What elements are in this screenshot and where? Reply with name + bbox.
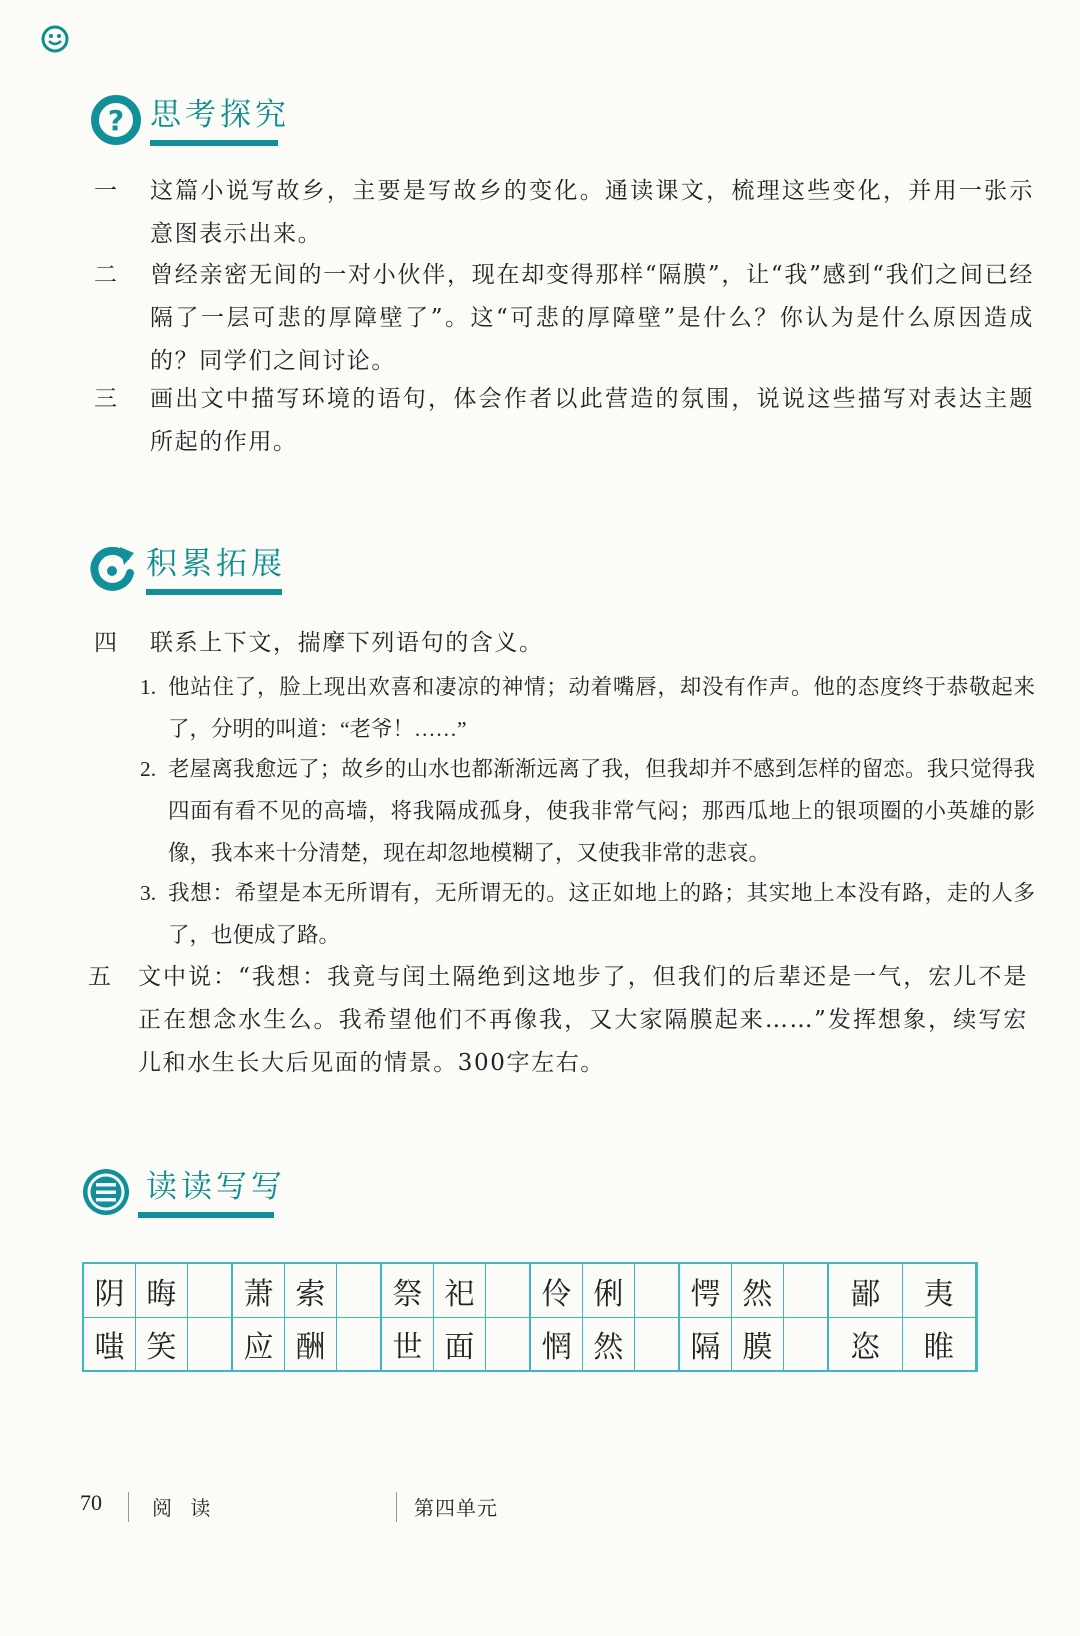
char-cell: 然 — [583, 1317, 635, 1370]
page-number: 70 — [80, 1490, 102, 1515]
char-cell: 愕 — [680, 1264, 732, 1317]
question-text: 文中说：“我想：我竟与闰土隔绝到这地步了，但我们的后辈还是一气，宏儿不是正在想念水生么。我希望他们不再像我，又大家隔膜起来……”发挥想象，续写宏儿和水生长大后见面的情景。300字左右。 — [138, 964, 1028, 1076]
char-cell: 面 — [434, 1317, 486, 1370]
question-number: 四 — [94, 630, 117, 656]
title-underline — [146, 589, 282, 595]
char-cell: 酬 — [285, 1317, 337, 1370]
question-number: 三 — [94, 386, 117, 412]
sub-item-text: 我想：希望是本无所谓有，无所谓无的。这正如地上的路；其实地上本没有路，走的人多了，也便成了路。 — [168, 881, 1035, 947]
sub-item-1 — [140, 666, 1035, 750]
question-number: 一 — [94, 178, 117, 204]
footer-unit: 第四单元 — [414, 1496, 498, 1520]
char-cell: 俐 — [583, 1264, 635, 1317]
word-pair — [233, 1264, 382, 1370]
word-pair — [382, 1264, 531, 1370]
char-cell: 隔 — [680, 1317, 732, 1370]
char-cell: 萧 — [233, 1264, 285, 1317]
sub-item-number: 2. — [140, 757, 157, 781]
word-pair — [829, 1264, 976, 1370]
sub-item-text: 老屋离我愈远了；故乡的山水也都渐渐远离了我，但我却并不感到怎样的留恋。我只觉得我四面有看不见的高墙，将我隔成孤身，使我非常气闷；那西瓜地上的银项圈的小英雄的影像，我本来十分清楚，现在却忽地模糊了，又使我非常的悲哀。 — [168, 757, 1035, 865]
list-icon — [80, 1166, 132, 1218]
question-text: 这篇小说写故乡，主要是写故乡的变化。通读课文，梳理这些变化，并用一张示意图表示出来。 — [150, 178, 1034, 247]
char-cell: 睢 — [903, 1317, 977, 1370]
question-icon — [90, 94, 142, 146]
char-cell: 世 — [382, 1317, 434, 1370]
footer-divider — [396, 1492, 397, 1522]
char-cell: 祭 — [382, 1264, 434, 1317]
section-title: 读读写写 — [146, 1169, 286, 1205]
question-4 — [94, 622, 1034, 665]
sub-item-text: 他站住了，脸上现出欢喜和凄凉的神情；动着嘴唇，却没有作声。他的态度终于恭敬起来了，分明的叫道：“老爷！……” — [168, 675, 1035, 741]
char-cell: 阴 — [84, 1264, 136, 1317]
word-pair — [680, 1264, 829, 1370]
char-cell: 伶 — [531, 1264, 583, 1317]
smiley-icon — [40, 24, 70, 54]
char-cell: 鄙 — [829, 1264, 903, 1317]
sub-item-number: 1. — [140, 675, 157, 699]
question-number: 五 — [88, 964, 111, 990]
vocabulary-grid — [82, 1262, 978, 1372]
char-cell: 晦 — [136, 1264, 188, 1317]
title-underline — [138, 1212, 274, 1218]
char-cell: 夷 — [903, 1264, 977, 1317]
page-footer — [0, 1490, 1080, 1530]
sub-item-2 — [140, 748, 1035, 874]
question-text: 画出文中描写环境的语句，体会作者以此营造的氛围，说说这些描写对表达主题所起的作用。 — [150, 386, 1034, 455]
question-text: 曾经亲密无间的一对小伙伴，现在却变得那样“隔膜”，让“我”感到“我们之间已经隔了一层可悲的厚障壁了”。这“可悲的厚障壁”是什么？你认为是什么原因造成的？同学们之间讨论。 — [150, 262, 1034, 374]
section-think-heading — [90, 94, 290, 146]
question-text: 联系上下文，揣摩下列语句的含义。 — [150, 630, 544, 656]
svg-text:?: ? — [107, 104, 125, 137]
char-cell: 惘 — [531, 1317, 583, 1370]
section-accumulate-heading — [86, 543, 286, 595]
char-cell: 索 — [285, 1264, 337, 1317]
question-5 — [88, 956, 1028, 1085]
footer-part: 阅 读 — [152, 1496, 217, 1520]
char-cell: 恣 — [829, 1317, 903, 1370]
word-pair — [84, 1264, 233, 1370]
char-cell: 应 — [233, 1317, 285, 1370]
word-pair — [531, 1264, 680, 1370]
sub-item-3 — [140, 872, 1035, 956]
sub-item-number: 3. — [140, 881, 157, 905]
char-cell: 膜 — [732, 1317, 784, 1370]
refresh-arrow-icon — [86, 543, 138, 595]
question-1 — [94, 170, 1034, 256]
char-cell: 然 — [732, 1264, 784, 1317]
section-readwrite-heading — [80, 1166, 286, 1218]
char-cell: 祀 — [434, 1264, 486, 1317]
section-title: 积累拓展 — [146, 546, 286, 582]
char-cell: 嗤 — [84, 1317, 136, 1370]
char-cell: 笑 — [136, 1317, 188, 1370]
question-2 — [94, 254, 1034, 383]
title-underline — [150, 140, 278, 146]
question-3 — [94, 378, 1034, 464]
question-number: 二 — [94, 262, 117, 288]
footer-divider — [128, 1492, 129, 1522]
section-title: 思考探究 — [150, 97, 290, 133]
